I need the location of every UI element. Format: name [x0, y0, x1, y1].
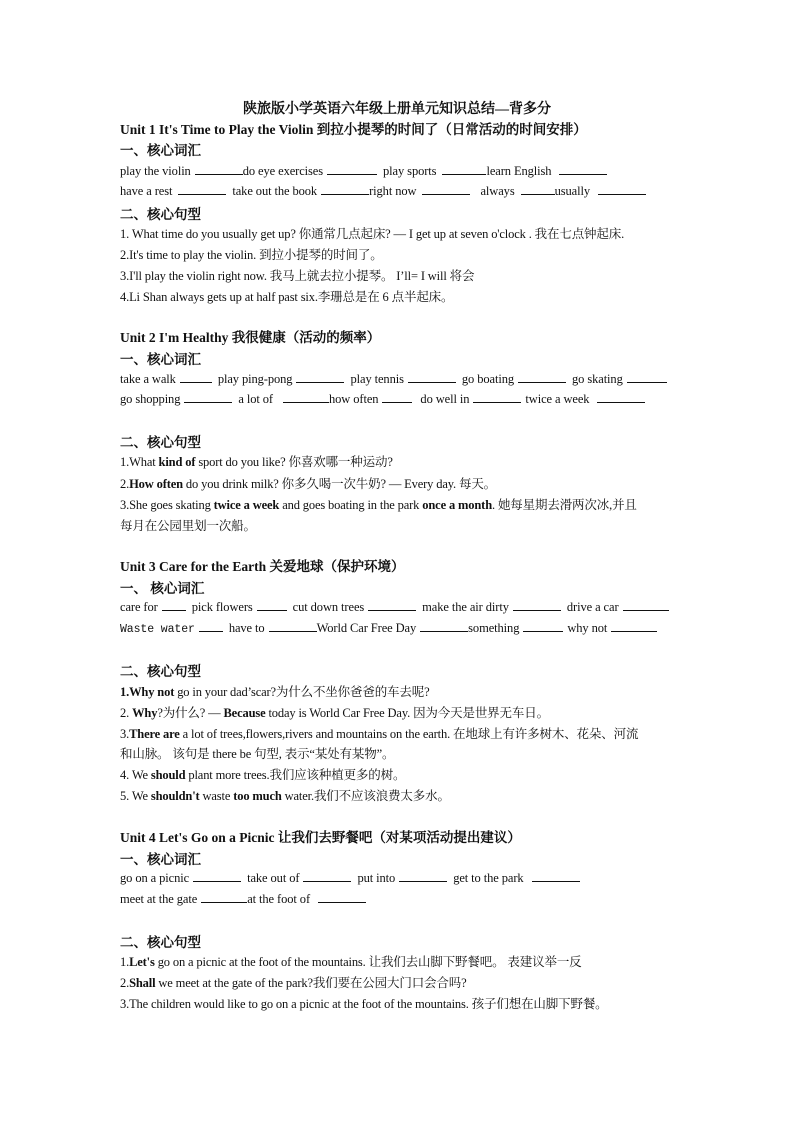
keyword: Why — [132, 706, 158, 720]
vocab-item: go boating — [461, 372, 514, 386]
vocab-item: take out the book — [232, 184, 318, 198]
text: ?为什么? — — [157, 706, 224, 720]
vocab-item: have to — [228, 621, 265, 635]
text: . 她每星期去滑两次冰,并且 — [492, 498, 637, 512]
unit-2-sentence-title: 二、核心句型 — [120, 435, 201, 450]
unit-1-vocab-title: 一、核心词汇 — [120, 143, 201, 158]
text: we meet at the gate of the park?我们要在公园大门口会合吗? — [155, 976, 467, 990]
unit-3-sentence-4 — [120, 765, 405, 783]
keyword: shouldn't — [150, 789, 200, 803]
unit-3-vocab-line-2 — [120, 620, 657, 636]
answer-blank[interactable] — [623, 599, 669, 611]
text: today is World Car Free Day. 因为今天是世界无车日。 — [265, 706, 549, 720]
text: sport do you like? 你喜欢哪一种运动? — [195, 455, 393, 469]
vocab-item: care for — [120, 600, 158, 614]
vocab-item: World Car Free Day — [316, 621, 417, 635]
answer-blank[interactable] — [318, 891, 366, 903]
answer-blank[interactable] — [422, 183, 470, 195]
unit-2-sentence-3 — [120, 495, 637, 513]
answer-blank[interactable] — [184, 391, 232, 403]
vocab-item: do well in — [420, 392, 470, 406]
unit-4-sentence-3: 3.The children would like to go on a picnic at the foot of the mountains. 孩子们想在山脚下野餐。 — [120, 997, 608, 1011]
unit-3-sentence-title: 二、核心句型 — [120, 664, 201, 679]
keyword: There are — [129, 727, 180, 741]
text: go in your dad’scar?为什么不坐你爸爸的车去呢? — [174, 685, 430, 699]
unit-3-sentence-1 — [120, 682, 430, 700]
answer-blank[interactable] — [178, 183, 226, 195]
vocab-item: take a walk — [120, 372, 176, 386]
vocab-item: go on a picnic — [120, 871, 190, 885]
unit-4-sentence-1 — [120, 952, 582, 970]
unit-1-sentence-title: 二、核心句型 — [120, 207, 201, 222]
keyword: How often — [129, 477, 183, 491]
keyword: 1.Why not — [120, 685, 175, 699]
unit-1-vocab-line-1 — [120, 163, 607, 179]
answer-blank[interactable] — [193, 870, 241, 882]
answer-blank[interactable] — [296, 371, 344, 383]
answer-blank[interactable] — [408, 371, 456, 383]
unit-2-vocab-line-1 — [120, 371, 667, 387]
unit-4-vocab-line-2 — [120, 891, 366, 907]
unit-2-sentence-1 — [120, 452, 393, 470]
keyword: too much — [233, 789, 282, 803]
answer-blank[interactable] — [368, 599, 416, 611]
vocab-item: make the air dirty — [422, 600, 509, 614]
keyword: Shall — [129, 976, 156, 990]
text: 3.She goes skating — [120, 498, 214, 512]
answer-blank[interactable] — [559, 163, 607, 175]
vocab-item: play tennis — [350, 372, 404, 386]
answer-blank[interactable] — [269, 620, 317, 632]
vocab-item: why not — [567, 621, 608, 635]
text: 2. — [120, 976, 130, 990]
text: do you drink milk? 你多久喝一次牛奶? — Every day. 每天。 — [182, 477, 497, 491]
answer-blank[interactable] — [382, 391, 412, 403]
unit-4-heading: Unit 4 Let's Go on a Picnic 让我们去野餐吧（对某项活动提出建议） — [120, 830, 521, 845]
answer-blank[interactable] — [523, 620, 563, 632]
text: 4. We — [120, 768, 151, 782]
unit-1-sentence-2: 2.It's time to play the violin. 到拉小提琴的时间了。 — [120, 248, 383, 262]
text: go on a picnic at the foot of the mountains. 让我们去山脚下野餐吧。 表建议举一反 — [154, 955, 582, 969]
keyword: Let's — [129, 955, 155, 969]
answer-blank[interactable] — [199, 620, 223, 632]
unit-1-heading: Unit 1 It's Time to Play the Violin 到拉小提琴的时间了（日常活动的时间安排） — [120, 122, 587, 137]
unit-2-sentence-2 — [120, 474, 496, 492]
keyword: should — [150, 768, 186, 782]
unit-3-sentence-5 — [120, 786, 450, 804]
answer-blank[interactable] — [327, 163, 377, 175]
vocab-item: how often — [328, 392, 379, 406]
answer-blank[interactable] — [303, 870, 351, 882]
vocab-item: Waste water — [120, 623, 195, 636]
vocab-item: always — [480, 184, 515, 198]
unit-2-heading: Unit 2 I'm Healthy 我很健康（活动的频率） — [120, 330, 381, 345]
text: water.我们不应该浪费太多水。 — [281, 789, 450, 803]
unit-3-heading: Unit 3 Care for the Earth 关爱地球（保护环境） — [120, 559, 405, 574]
unit-1-sentence-3: 3.I'll play the violin right now. 我马上就去拉小提琴。 I’ll= I will 将会 — [120, 269, 475, 283]
vocab-item: right now — [369, 184, 417, 198]
vocab-item: go shopping — [120, 392, 181, 406]
unit-4-sentence-title: 二、核心句型 — [120, 935, 201, 950]
text: a lot of trees,flowers,rivers and mountains on the earth. 在地球上有许多树木、花朵、河流 — [179, 727, 639, 741]
answer-blank[interactable] — [180, 371, 212, 383]
keyword: Because — [223, 706, 266, 720]
answer-blank[interactable] — [420, 620, 468, 632]
vocab-item: drive a car — [566, 600, 619, 614]
vocab-item: pick flowers — [191, 600, 253, 614]
answer-blank[interactable] — [283, 391, 329, 403]
answer-blank[interactable] — [627, 371, 667, 383]
vocab-item: do eye exercises — [242, 164, 324, 178]
vocab-item: at the foot of — [247, 892, 311, 906]
keyword: once a month — [422, 498, 492, 512]
answer-blank[interactable] — [513, 599, 561, 611]
answer-blank[interactable] — [442, 163, 486, 175]
vocab-item: learn English — [486, 164, 552, 178]
unit-3-sentence-3-cont: 和山脉。 该句是 there be 句型, 表示“某处有某物”。 — [120, 747, 395, 761]
answer-blank[interactable] — [473, 391, 521, 403]
vocab-item: a lot of — [238, 392, 273, 406]
answer-blank[interactable] — [611, 620, 657, 632]
answer-blank[interactable] — [257, 599, 287, 611]
document-title: 陕旅版小学英语六年级上册单元知识总结—背多分 — [243, 102, 551, 117]
unit-3-vocab-title: 一、 核心词汇 — [120, 581, 205, 596]
vocab-item: play the violin — [120, 164, 191, 178]
text: 3. — [120, 727, 130, 741]
text: plant more trees.我们应该种植更多的树。 — [185, 768, 406, 782]
answer-blank[interactable] — [598, 183, 646, 195]
keyword: kind of — [158, 455, 196, 469]
answer-blank[interactable] — [518, 371, 566, 383]
vocab-item: go skating — [572, 372, 623, 386]
vocab-item: something — [468, 621, 520, 635]
unit-3-sentence-3 — [120, 724, 638, 742]
vocab-item: put into — [357, 871, 396, 885]
answer-blank[interactable] — [162, 599, 186, 611]
vocab-item: usually — [554, 184, 591, 198]
keyword: twice a week — [213, 498, 280, 512]
unit-1-vocab-line-2 — [120, 183, 646, 199]
text: 5. We — [120, 789, 151, 803]
unit-1-sentence-1: 1. What time do you usually get up? 你通常几点起床? — I get up at seven o'clock . 我在七点钟起床. — [120, 227, 625, 241]
vocab-item: have a rest — [120, 184, 173, 198]
text: 1.What — [120, 455, 159, 469]
answer-blank[interactable] — [532, 870, 580, 882]
vocab-item: get to the park — [453, 871, 524, 885]
answer-blank[interactable] — [597, 391, 645, 403]
unit-4-vocab-line-1 — [120, 870, 580, 886]
answer-blank[interactable] — [195, 163, 243, 175]
text: waste — [199, 789, 234, 803]
text: 2. — [120, 706, 133, 720]
answer-blank[interactable] — [201, 891, 247, 903]
unit-3-sentence-2 — [120, 703, 549, 721]
vocab-item: meet at the gate — [120, 892, 198, 906]
text: 2. — [120, 477, 130, 491]
vocab-item: twice a week — [525, 392, 590, 406]
answer-blank[interactable] — [521, 183, 555, 195]
unit-3-vocab-line-1 — [120, 599, 669, 615]
vocab-item: play ping-pong — [217, 372, 293, 386]
answer-blank[interactable] — [399, 870, 447, 882]
vocab-item: play sports — [383, 164, 437, 178]
unit-2-vocab-title: 一、核心词汇 — [120, 352, 201, 367]
vocab-item: cut down trees — [292, 600, 365, 614]
vocab-item: take out of — [247, 871, 300, 885]
unit-4-vocab-title: 一、核心词汇 — [120, 852, 201, 867]
unit-2-vocab-line-2 — [120, 391, 645, 407]
text: and goes boating in the park — [279, 498, 423, 512]
unit-2-sentence-3-cont: 每月在公园里划一次船。 — [120, 519, 256, 533]
unit-4-sentence-2 — [120, 973, 467, 991]
unit-1-sentence-4: 4.Li Shan always gets up at half past six.李珊总是在 6 点半起床。 — [120, 290, 454, 304]
text: 1. — [120, 955, 130, 969]
answer-blank[interactable] — [321, 183, 369, 195]
